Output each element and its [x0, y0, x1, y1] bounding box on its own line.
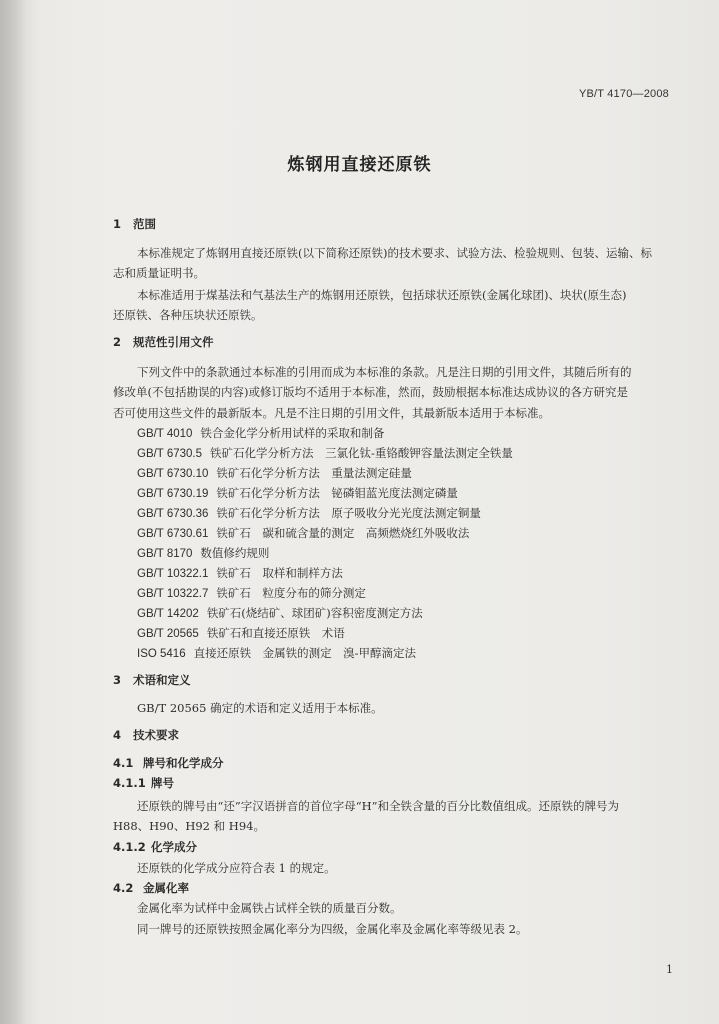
- section-title: 规范性引用文件: [133, 335, 214, 349]
- section-title: 范围: [133, 217, 156, 231]
- reference-code: ISO 5416: [137, 648, 186, 660]
- section-2-heading: [113, 334, 214, 350]
- section-number: 4.2: [113, 881, 134, 895]
- reference-item: [137, 645, 416, 661]
- reference-title: 铁合金化学分析用试样的采取和制备: [200, 426, 385, 440]
- section-4-2-heading: [113, 880, 189, 896]
- reference-title: 铁矿石化学分析方法 三氯化钛-重铬酸钾容量法测定全铁量: [210, 446, 513, 460]
- section-1-heading: [113, 216, 156, 232]
- section-4-1-1-heading: [113, 775, 174, 791]
- reference-item: [137, 525, 469, 541]
- reference-item: [137, 465, 412, 481]
- reference-title: 铁矿石 粒度分布的筛分测定: [216, 586, 366, 600]
- section-2-paragraph-line-2: 修改单(不包括勘误的内容)或修订版均不适用于本标准，然而，鼓励根据本标准达成协议的各方研究是: [113, 385, 628, 399]
- reference-title: 铁矿石化学分析方法 重量法测定硅量: [216, 466, 412, 480]
- section-2-paragraph-line-1: 下列文件中的条款通过本标准的引用而成为本标准的条款。凡是注日期的引用文件，其随后所有的: [137, 365, 632, 379]
- reference-item: [137, 485, 458, 501]
- section-4-1-2-heading: [113, 839, 197, 855]
- reference-code: GB/T 4010: [137, 428, 193, 440]
- reference-item: [137, 585, 366, 601]
- section-3-heading: [113, 672, 191, 688]
- section-title: 牌号和化学成分: [143, 756, 224, 770]
- reference-code: GB/T 6730.19: [137, 488, 209, 500]
- section-4-heading: [113, 727, 179, 743]
- reference-item: [137, 625, 345, 641]
- reference-title: 铁矿石化学分析方法 铋磷钼蓝光度法测定磷量: [216, 486, 458, 500]
- reference-code: GB/T 6730.10: [137, 468, 209, 480]
- standard-code: YB/T 4170—2008: [578, 88, 669, 100]
- reference-code: GB/T 8170: [137, 548, 193, 560]
- document-title: 炼钢用直接还原铁: [287, 155, 432, 175]
- section-1-paragraph-2-line-2: 还原铁、各种压块状还原铁。: [113, 308, 263, 322]
- section-1-paragraph-2-line-1: 本标准适用于煤基法和气基法生产的炼钢用还原铁，包括球状还原铁(金属化球团)、块状(原生态): [137, 288, 627, 302]
- reference-code: GB/T 10322.7: [137, 588, 209, 600]
- section-title: 金属化率: [143, 881, 189, 895]
- reference-code: GB/T 10322.1: [137, 568, 209, 580]
- reference-title: 直接还原铁 金属铁的测定 溴-甲醇滴定法: [193, 646, 416, 660]
- section-3-paragraph: GB/T 20565 确定的术语和定义适用于本标准。: [137, 701, 383, 715]
- section-number: 4.1.2: [113, 840, 146, 854]
- section-title: 化学成分: [151, 840, 197, 854]
- section-title: 技术要求: [133, 728, 179, 742]
- section-1-paragraph-1-line-1: 本标准规定了炼钢用直接还原铁(以下简称还原铁)的技术要求、试验方法、检验规则、包装、运输、标: [137, 246, 652, 260]
- section-4-1-2-line-1: 还原铁的化学成分应符合表 1 的规定。: [137, 861, 336, 875]
- reference-item: [137, 545, 269, 561]
- reference-code: GB/T 6730.5: [137, 448, 202, 460]
- page-number: 1: [666, 963, 673, 976]
- section-title: 牌号: [151, 776, 174, 790]
- reference-item: [137, 505, 481, 521]
- reference-title: 铁矿石(烧结矿、球团矿)容积密度测定方法: [206, 606, 423, 620]
- section-2-paragraph-line-3: 否可使用这些文件的最新版本。凡是不注日期的引用文件，其最新版本适用于本标准。: [113, 406, 550, 420]
- reference-title: 铁矿石和直接还原铁 术语: [206, 626, 345, 640]
- section-4-2-line-1: 金属化率为试样中金属铁占试样全铁的质量百分数。: [137, 901, 402, 915]
- section-number: 3: [113, 673, 122, 687]
- section-number: 4: [113, 728, 122, 742]
- section-number: 4.1: [113, 756, 134, 770]
- reference-title: 铁矿石 碳和硫含量的测定 高频燃烧红外吸收法: [216, 526, 470, 540]
- reference-item: [137, 605, 423, 621]
- reference-code: GB/T 14202: [137, 608, 199, 620]
- reference-item: [137, 425, 384, 441]
- reference-title: 铁矿石 取样和制样方法: [216, 566, 343, 580]
- section-number: 1: [113, 217, 122, 231]
- section-4-1-heading: [113, 755, 224, 771]
- reference-code: GB/T 6730.61: [137, 528, 209, 540]
- reference-title: 铁矿石化学分析方法 原子吸收分光光度法测定铜量: [216, 506, 481, 520]
- reference-item: [137, 565, 343, 581]
- reference-code: GB/T 20565: [137, 628, 199, 640]
- reference-code: GB/T 6730.36: [137, 508, 209, 520]
- section-4-1-1-line-1: 还原铁的牌号由“还”字汉语拼音的首位字母“H”和全铁含量的百分比数值组成。还原铁的牌号为: [137, 799, 620, 813]
- reference-item: [137, 445, 513, 461]
- section-title: 术语和定义: [133, 673, 191, 687]
- section-1-paragraph-1-line-2: 志和质量证明书。: [113, 266, 205, 280]
- reference-title: 数值修约规则: [200, 546, 270, 560]
- section-4-2-line-2: 同一牌号的还原铁按照金属化率分为四级，金属化率及金属化率等级见表 2。: [137, 922, 528, 936]
- section-number: 2: [113, 335, 122, 349]
- section-number: 4.1.1: [113, 776, 146, 790]
- section-4-1-1-line-2: H88、H90、H92 和 H94。: [113, 819, 265, 833]
